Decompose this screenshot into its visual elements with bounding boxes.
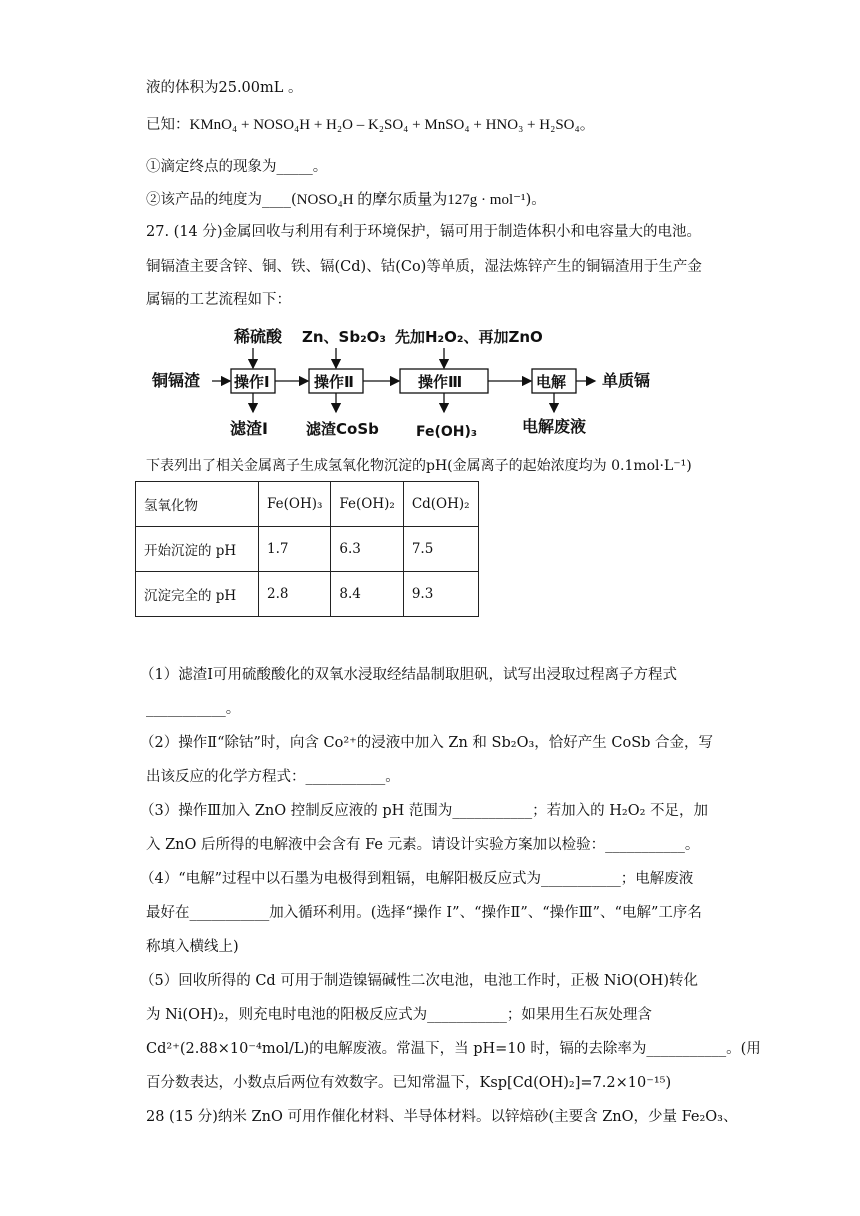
table-row	[136, 527, 479, 572]
table-cell: 1.7	[259, 527, 331, 572]
table-header-cell: Cd(OH)₂	[403, 482, 478, 527]
table-cell: 9.3	[403, 572, 478, 617]
table-header-cell: 氢氧化物	[136, 482, 259, 527]
table-cell: 沉淀完全的 pH	[136, 572, 259, 617]
subquestion-4-line2: 最好在___________加入循环利用。(选择“操作 I”、“操作Ⅱ”、“操作Ⅲ”、“电解”工序名	[146, 905, 702, 921]
purity-c: )。	[525, 192, 546, 208]
subquestion-1-line1: （1）滤渣Ⅰ可用硫酸酸化的双氧水浸取经结晶制取胆矾，试写出浸取过程离子方程式	[140, 667, 677, 683]
subquestion-3-line1: （3）操作Ⅲ加入 ZnO 控制反应液的 pH 范围为___________；若加入的 H₂O₂ 不足，加	[140, 803, 708, 819]
op2-label: 操作Ⅱ	[314, 373, 354, 391]
residue-feoh3: Fe(OH)₃	[416, 424, 478, 440]
table-row	[136, 572, 479, 617]
residue-1: 滤渣Ⅰ	[230, 419, 268, 438]
flow-output: 单质镉	[602, 371, 651, 390]
subquestion-1-line2: ___________。	[146, 701, 241, 717]
process-flow-diagram	[150, 318, 710, 446]
subquestion-2-line1: （2）操作Ⅱ“除钴”时，向含 Co²⁺的浸液中加入 Zn 和 Sb₂O₃，恰好产生 CoSb 合金，写	[140, 735, 714, 751]
table-cell: 7.5	[403, 527, 478, 572]
residue-cosb: 滤渣CoSb	[306, 420, 379, 438]
known-equation-line	[146, 113, 595, 134]
subquestion-5-line1: （5）回收所得的 Cd 可用于制造镍镉碱性二次电池，电池工作时，正极 NiO(OH)转化	[140, 973, 698, 989]
problem-28-line1: 28 (15 分)纳米 ZnO 可用作催化材料、半导体材料。以锌焙砂(主要含 ZnO，少量 Fe₂O₃、	[146, 1109, 738, 1125]
table-cell: 8.4	[331, 572, 403, 617]
table-cell: 开始沉淀的 pH	[136, 527, 259, 572]
subquestion-4-line1: （4）“电解”过程中以石墨为电极得到粗镉，电解阳极反应式为___________；电解废液	[140, 871, 694, 887]
subquestion-5-line4: 百分数表达，小数点后两位有效数字。已知常温下，Ksp[Cd(OH)₂]=7.2×10⁻¹⁵)	[146, 1075, 672, 1091]
question-purity	[146, 188, 546, 209]
purity-molar-mass: NOSO₄H 的摩尔质量为127g · mol⁻¹	[296, 192, 526, 208]
op4-label: 电解	[536, 373, 567, 391]
table-header-row	[136, 482, 479, 527]
op1-label: 操作Ⅰ	[234, 373, 270, 391]
precipitation-ph-table	[135, 481, 479, 617]
table-intro: 下表列出了相关金属离子生成氢氧化物沉淀的pH(金属离子的起始浓度均为 0.1mol·L⁻¹)	[146, 458, 692, 474]
subquestion-2-line2: 出该反应的化学方程式：___________。	[146, 769, 400, 785]
reagent-zn-sb2o3: Zn、Sb₂O₃	[302, 328, 386, 346]
table-cell: 2.8	[259, 572, 331, 617]
table-header-cell: Fe(OH)₃	[259, 482, 331, 527]
known-equation: KMnO₄ + NOSO₄H + H₂O – K₂SO₄ + MnSO₄ + HNO₃ + H₂SO₄。	[189, 117, 595, 133]
known-prefix: 已知：	[146, 117, 190, 133]
volume-line: 液的体积为25.00mL 。	[146, 80, 303, 96]
question-endpoint: ①滴定终点的现象为_____。	[146, 159, 328, 175]
waste-electrolyte: 电解废液	[522, 417, 587, 436]
reagent-h2o2-zno: 先加H₂O₂、再加ZnO	[395, 328, 543, 346]
purity-a: ②该产品的纯度为____(	[146, 192, 297, 208]
flow-input: 铜镉渣	[152, 371, 201, 390]
problem-27-line1: 27. (14 分)金属回收与利用有利于环境保护，镉可用于制造体积小和电容量大的电池。	[146, 224, 702, 240]
subquestion-5-line2: 为 Ni(OH)₂，则充电时电池的阳极反应式为___________；如果用生石灰处理含	[146, 1007, 652, 1023]
subquestion-3-line2: 入 ZnO 后所得的电解液中会含有 Fe 元素。请设计实验方案加以检验：___________。	[146, 837, 700, 853]
problem-27-line2: 铜镉渣主要含锌、铜、铁、镉(Cd)、钴(Co)等单质，湿法炼锌产生的铜镉渣用于生产金	[146, 259, 702, 275]
subquestion-5-line3: Cd²⁺(2.88×10⁻⁴mol/L)的电解废液。常温下，当 pH=10 时，镉的去除率为___________。(用	[146, 1041, 761, 1057]
problem-27-line3: 属镉的工艺流程如下：	[146, 292, 291, 308]
table-cell: 6.3	[331, 527, 403, 572]
table-header-cell: Fe(OH)₂	[331, 482, 403, 527]
reagent-sulfuric-acid: 稀硫酸	[234, 327, 283, 346]
subquestion-4-line3: 称填入横线上)	[146, 939, 239, 955]
op3-label: 操作Ⅲ	[418, 373, 463, 391]
